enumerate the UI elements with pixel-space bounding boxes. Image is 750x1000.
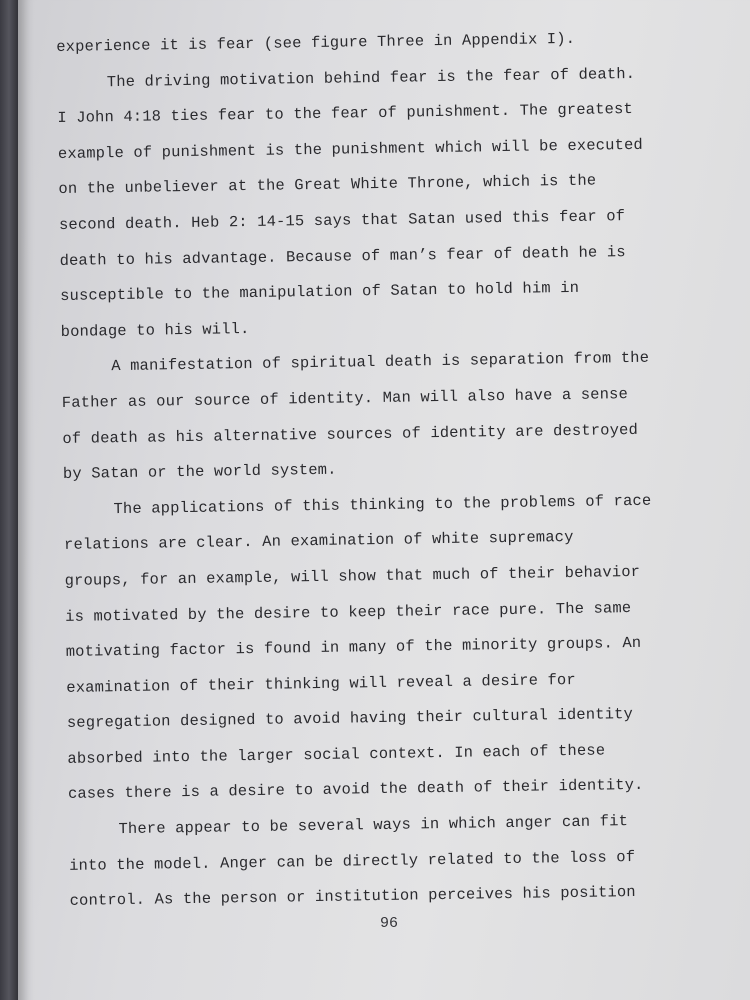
text-line: on the unbeliever at the Great White Throne, which is the [58, 171, 597, 199]
document-page [18, 0, 750, 1000]
text-line: I John 4:18 ties fear to the fear of punishment. The greatest [57, 100, 634, 128]
text-line: The driving motivation behind fear is the fear of death. [106, 64, 636, 91]
text-line: experience it is fear (see figure Three in Appendix I). [56, 29, 576, 56]
text-line: Father as our source of identity. Man will also have a sense [61, 384, 629, 412]
text-line: relations are clear. An examination of white supremacy [63, 528, 574, 555]
text-line: into the model. Anger can be directly related to the loss of [68, 847, 636, 875]
text-line: is motivated by the desire to keep their race pure. The same [65, 598, 632, 626]
text-line: second death. Heb 2: 14-15 says that Satan used this fear of [58, 207, 626, 234]
book-binding-edge [0, 0, 20, 1000]
text-line: bondage to his will. [60, 319, 250, 341]
text-line: The applications of this thinking to the problems of race [113, 491, 652, 518]
text-line: example of punishment is the punishment which will be executed [57, 135, 644, 163]
text-line: by Satan or the world system. [62, 460, 337, 484]
page-number: 96 [380, 915, 399, 932]
text-line: absorbed into the larger social context. In each of these [67, 741, 606, 768]
text-line: examination of their thinking will reveal a desire for [66, 670, 576, 697]
text-line: cases there is a desire to avoid the death of their identity. [67, 776, 644, 804]
text-line: segregation designed to avoid having their cultural identity [66, 705, 634, 733]
body-text [56, 19, 750, 919]
text-line: death to his advantage. Because of man’s fear of death he is [59, 242, 626, 270]
text-line: of death as his alternative sources of identity are destroyed [62, 420, 639, 448]
text-line: control. As the person or institution perceives his position [69, 883, 636, 911]
text-line: There appear to be several ways in which anger can fit [118, 812, 629, 839]
text-line: A manifestation of spiritual death is separation from the [111, 349, 650, 376]
text-line: motivating factor is found in many of the minority groups. An [65, 633, 642, 662]
text-line: groups, for an example, will show that much of their behavior [64, 562, 641, 590]
text-line: susceptible to the manipulation of Satan to hold him in [60, 278, 580, 306]
